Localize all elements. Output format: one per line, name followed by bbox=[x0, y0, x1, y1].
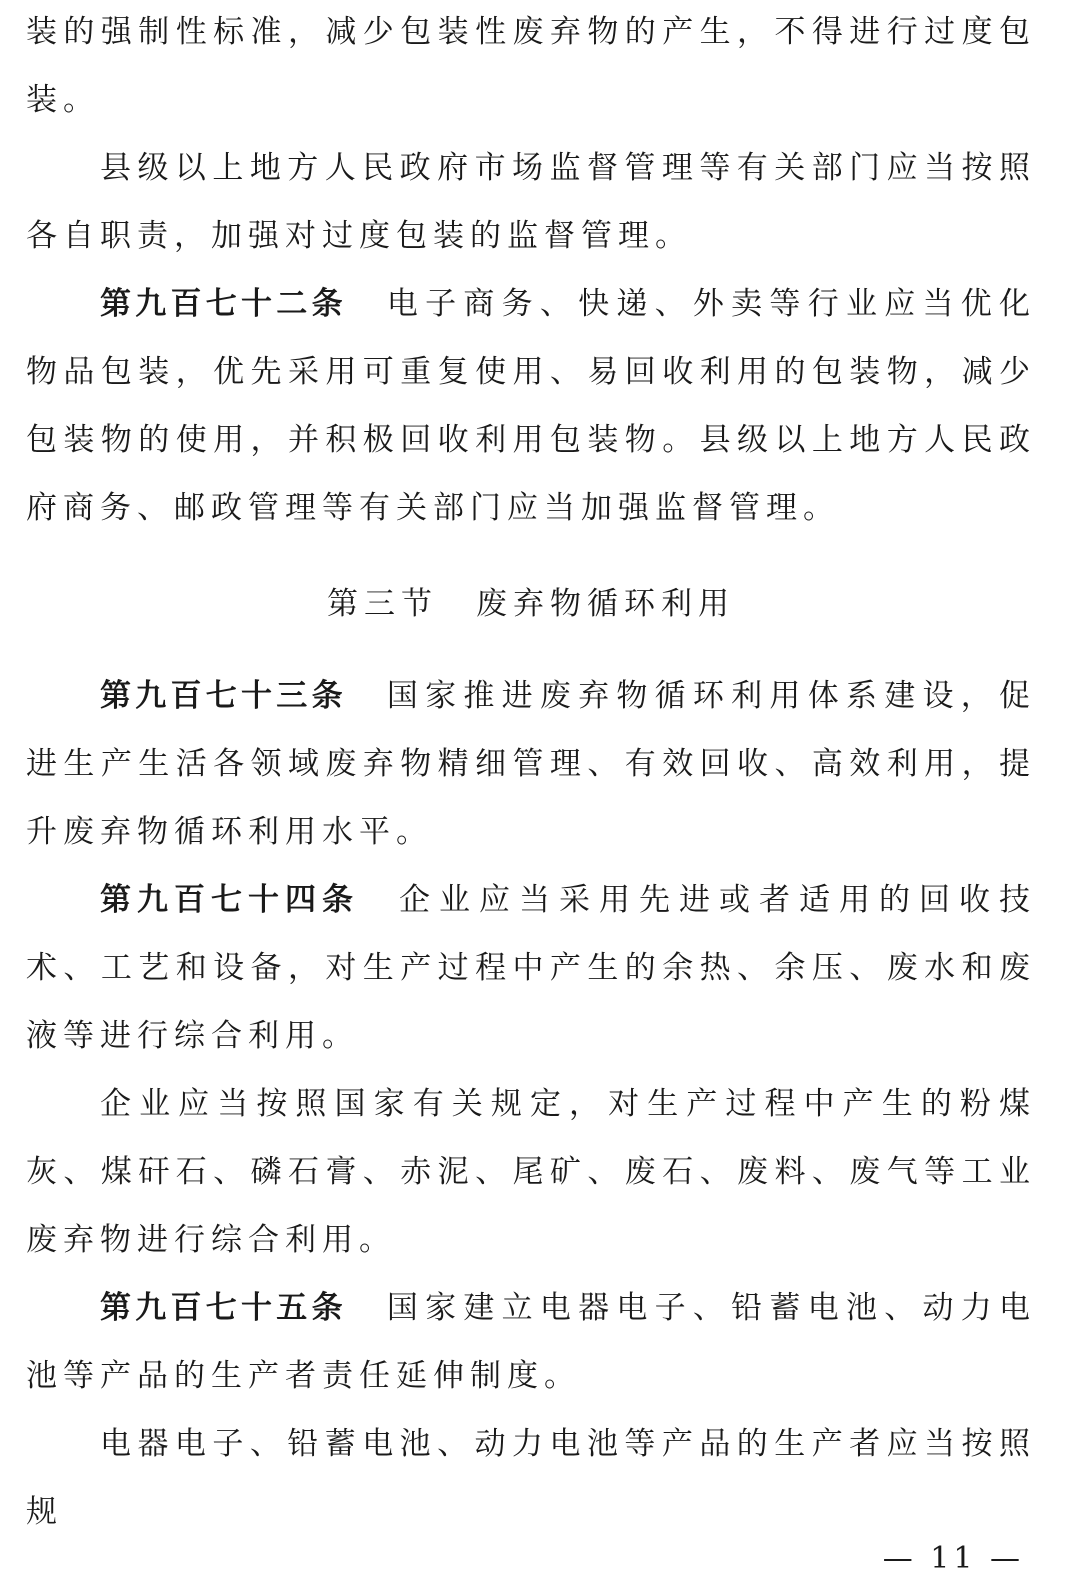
section-heading bbox=[26, 570, 1036, 638]
section-name: 废弃物循环利用 bbox=[476, 586, 735, 622]
page-number: — 11 — bbox=[882, 1541, 1024, 1576]
paragraph-county-supervision: 县级以上地方人民政府市场监督管理等有关部门应当按照各自职责，加强对过度包装的监督管理。 bbox=[26, 150, 1036, 254]
paragraph-packaging-standard: 装的强制性标准，减少包装性废弃物的产生，不得进行过度包装。 bbox=[26, 14, 1036, 118]
article-975-paragraph-2: 电器电子、铅蓄电池、动力电池等产品的生产者应当按照规 bbox=[26, 1426, 1036, 1530]
section-label: 第三节 bbox=[327, 586, 438, 622]
article-975-body: 国家建立电器电子、铅蓄电池、动力电池等产品的生产者责任延伸制度。 bbox=[26, 1290, 1037, 1394]
article-972-number: 第九百七十二条 bbox=[100, 286, 347, 322]
article-974-number: 第九百七十四条 bbox=[100, 882, 359, 918]
article-975 bbox=[26, 1274, 1036, 1410]
article-974 bbox=[26, 866, 1036, 1070]
article-972 bbox=[26, 270, 1036, 542]
article-974-body: 企业应当采用先进或者适用的回收技术、工艺和设备，对生产过程中产生的余热、余压、废水和废液等进行综合利用。 bbox=[26, 882, 1036, 1054]
article-974-paragraph-2: 企业应当按照国家有关规定，对生产过程中产生的粉煤灰、煤矸石、磷石膏、赤泥、尾矿、废石、废料、废气等工业废弃物进行综合利用。 bbox=[26, 1086, 1036, 1258]
article-973-body: 国家推进废弃物循环利用体系建设，促进生产生活各领域废弃物精细管理、有效回收、高效利用，提升废弃物循环利用水平。 bbox=[26, 678, 1037, 850]
document-page bbox=[26, 0, 1036, 1546]
article-973-number: 第九百七十三条 bbox=[100, 678, 347, 714]
article-973 bbox=[26, 662, 1036, 866]
article-972-body: 电子商务、快递、外卖等行业应当优化物品包装，优先采用可重复使用、易回收利用的包装物，减少包装物的使用，并积极回收利用包装物。县级以上地方人民政府商务、邮政管理等有关部门应当加强监督管理。 bbox=[26, 286, 1037, 526]
article-975-number: 第九百七十五条 bbox=[100, 1290, 347, 1326]
